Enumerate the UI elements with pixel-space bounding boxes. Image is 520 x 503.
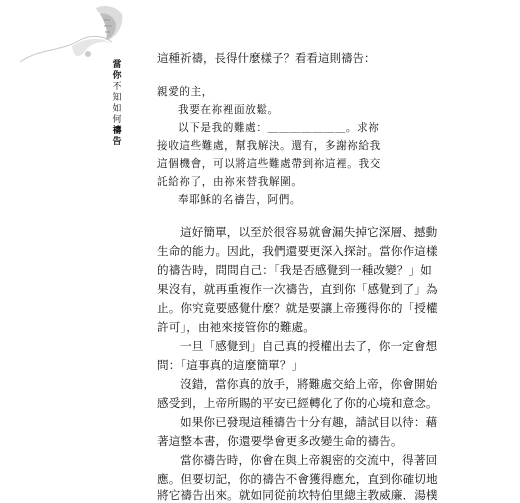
title-line-3: 禱告 [112, 126, 122, 147]
title-line-2: 不知如何 [112, 82, 122, 125]
prayer-line: 這個機會，可以將這些難處帶到祢這裡。我交 [157, 158, 381, 170]
body-line: 沒錯，當你真的放手，將難處交給上帝，你會開始 [180, 377, 438, 391]
body-line: 感受到，上帝所賜的平安已經轉化了你的心境和意念。 [157, 396, 438, 410]
body-line: 一旦「感覺到」自己真的授權出去了，你一定會想 [180, 339, 438, 353]
prayer-line: 以下是我的難處：＿＿＿＿＿＿＿。求祢 [178, 122, 380, 134]
vertical-book-title [110, 60, 124, 148]
intro-line: 這種祈禱，長得什麼樣子？看看這則禱告： [157, 51, 376, 65]
prayer-greeting: 親愛的主， [157, 86, 213, 98]
body-line: 的禱告時，問問自己：「我是否感覺到一種改變？」如 [157, 263, 432, 277]
body-line: 果沒有，就再重複作一次禱告，直到你「感覺到了」為 [157, 282, 438, 296]
body-line: 著這整本書，你還要學會更多改變生命的禱告。 [157, 434, 403, 448]
body-line: 止。你究竟要感覺什麼？就是要讓上帝獲得你的「授權 [157, 301, 438, 315]
body-line: 將它禱告出來。就如同從前坎特伯里總主教威廉．湯樸 [157, 488, 438, 502]
body-line: 如果你已發現這種禱告十分有趣，請試目以待：藉 [180, 415, 438, 429]
body-line: 這好簡單，以至於很容易就會漏失掉它深層、撼動 [180, 225, 438, 239]
body-line: 生命的能力。因此，我們還要更深入探討。當你作這樣 [157, 244, 438, 258]
prayer-line: 奉耶穌的名禱告，阿們。 [178, 194, 302, 206]
body-line: 應。但要切記，你的禱告不會獲得應允，直到你確切地 [157, 472, 438, 486]
body-line: 許可」，由祂來接管你的難處。 [157, 320, 315, 334]
prayer-line: 接收這些難處，幫我解決。還有，多謝祢給我 [157, 140, 381, 152]
prayer-line: 託給祢了，由祢來替我解圍。 [157, 176, 303, 188]
body-line: 問：「這事真的這麼簡單？」 [157, 358, 304, 372]
title-line-1: 當你 [112, 60, 122, 81]
prayer-line: 我要在祢裡面放鬆。 [178, 104, 279, 116]
body-line: 當你禱告時，你會在與上帝親密的交流中，得著回 [180, 453, 438, 467]
